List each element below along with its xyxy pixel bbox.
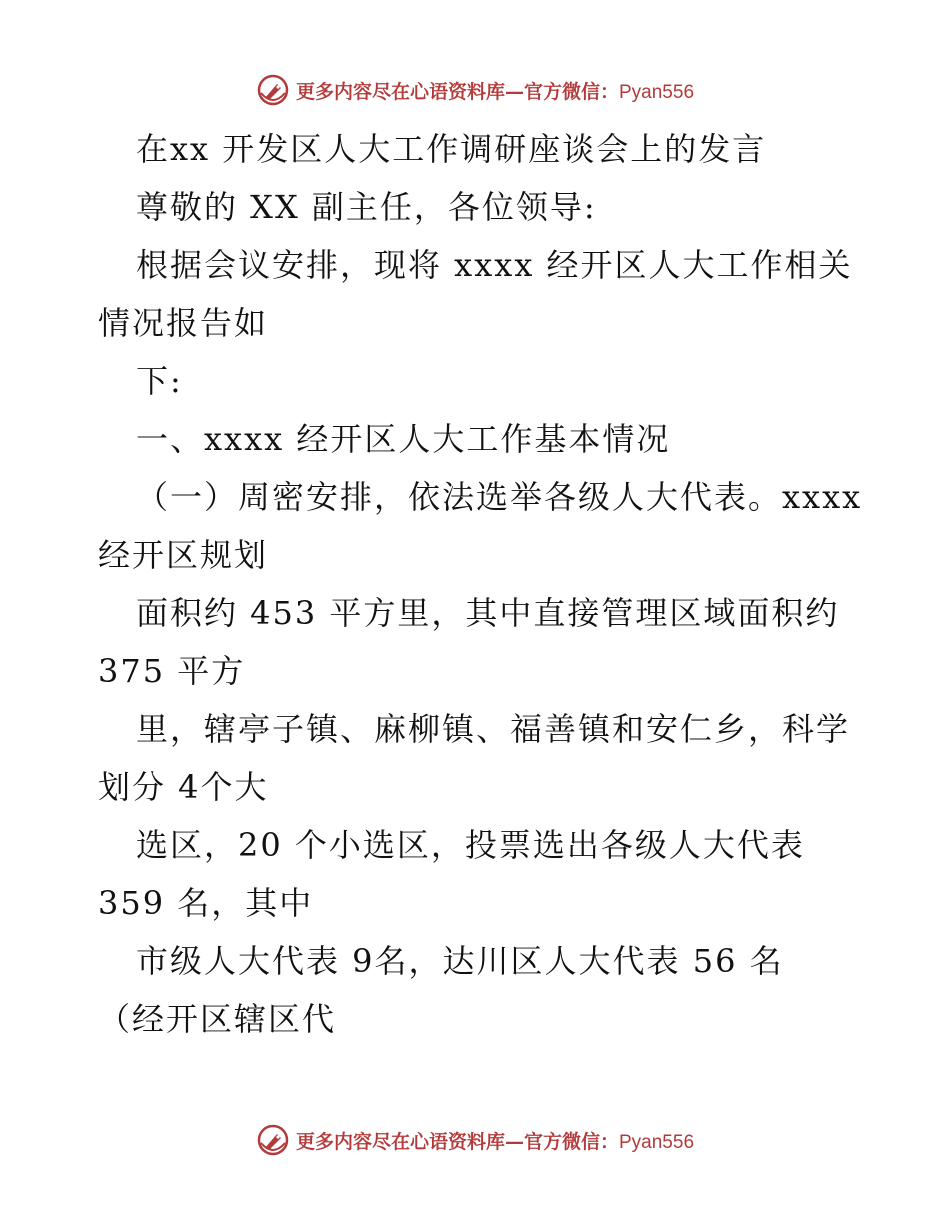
document-title: 在xx 开发区人大工作调研座谈会上的发言 — [136, 130, 767, 168]
paragraph-line: 划分 4个大 — [98, 768, 269, 806]
paragraph-line: 选区，20 个小选区，投票选出各级人大代表 — [136, 826, 805, 864]
watermark-wechat-id: Pyan556 — [619, 81, 695, 103]
paragraph-line: 情况报告如 — [98, 304, 269, 342]
paragraph-line: 市级人大代表 9名，达川区人大代表 56 名 — [136, 942, 784, 980]
footer-watermark — [0, 1120, 950, 1160]
watermark-text — [296, 1127, 694, 1154]
document-body — [98, 120, 863, 1048]
watermark-site-text: 更多内容尽在心语资料库—官方微信： — [295, 1130, 619, 1153]
salutation: 尊敬的 XX 副主任，各位领导: — [136, 188, 597, 226]
paragraph-line: 下: — [136, 362, 183, 400]
header-watermark — [0, 70, 950, 110]
paragraph-line: 面积约 453 平方里，其中直接管理区域面积约 — [136, 594, 840, 632]
section-heading: 一、xxxx 经开区人大工作基本情况 — [136, 420, 671, 458]
paragraph-line: 经开区规划 — [98, 536, 269, 574]
subsection-heading: （一）周密安排，依法选举各级人大代表。xxxx — [136, 478, 863, 516]
paragraph-line: 375 平方 — [98, 652, 246, 690]
paragraph-line: 根据会议安排，现将 xxxx 经开区人大工作相关 — [136, 246, 853, 284]
paragraph-line: 里，辖亭子镇、麻柳镇、福善镇和安仁乡，科学 — [136, 710, 851, 748]
pen-nib-circle-icon — [256, 73, 290, 107]
watermark-text — [296, 77, 694, 104]
watermark-wechat-id: Pyan556 — [619, 1131, 695, 1153]
watermark-site-text: 更多内容尽在心语资料库—官方微信： — [295, 80, 619, 103]
paragraph-line: 359 名，其中 — [98, 884, 314, 922]
paragraph-line: （经开区辖区代 — [98, 1000, 337, 1038]
pen-nib-circle-icon — [256, 1123, 290, 1157]
